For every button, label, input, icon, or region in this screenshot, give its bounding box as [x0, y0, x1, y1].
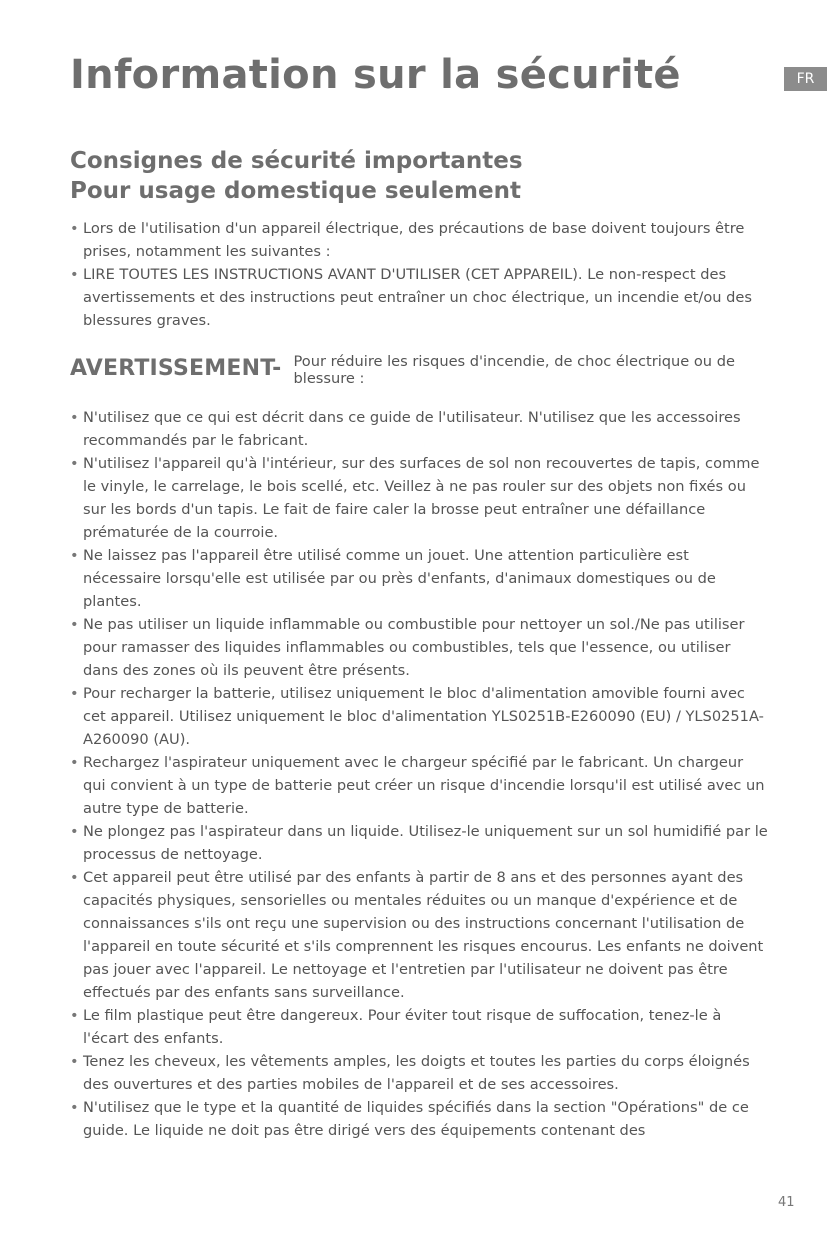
list-item: • Tenez les cheveux, les vêtements amples, les doigts et toutes les parties du corps éloignés des ouvertures et des parties mobiles de l'appareil et de ses accessoires.: [70, 1050, 770, 1096]
list-item: • Cet appareil peut être utilisé par des enfants à partir de 8 ans et des personnes ayant des capacités physiques, sensorielles ou mentales réduites ou un manque d'expérience et de connaissances s'ils ont reçu une supervision ou des instructions concernant l'utilisation de l'appareil en toute sécurité et s'ils comprennent les risques encourus. Les enfants ne doivent pas jouer avec l'appareil. Le nettoyage et l'entretien par l'utilisateur ne doivent pas être effectués par des enfants sans surveillance.: [70, 866, 770, 1004]
list-item: • Ne pas utiliser un liquide inflammable ou combustible pour nettoyer un sol./Ne pas utiliser pour ramasser des liquides inflammables ou combustibles, tels que l'essence, ou utiliser dans des zones où ils peuvent être présents.: [70, 613, 770, 682]
warning-banner: [70, 352, 770, 387]
section-heading: [70, 146, 523, 206]
page-title: Information sur la sécurité: [70, 52, 681, 98]
list-item: • N'utilisez l'appareil qu'à l'intérieur, sur des surfaces de sol non recouvertes de tapis, comme le vinyle, le carrelage, le bois scellé, etc. Veillez à ne pas rouler sur des objets non fixés ou sur les bords d'un tapis. Le fait de faire caler la brosse peut entraîner une défaillance prématurée de la courroie.: [70, 452, 770, 544]
list-item: • Lors de l'utilisation d'un appareil électrique, des précautions de base doivent toujours être prises, notamment les suivantes :: [70, 217, 770, 263]
list-item: • Rechargez l'aspirateur uniquement avec le chargeur spécifié par le fabricant. Un chargeur qui convient à un type de batterie peut créer un risque d'incendie lorsqu'il est utilisé avec un autre type de batterie.: [70, 751, 770, 820]
list-item: • N'utilisez que ce qui est décrit dans ce guide de l'utilisateur. N'utilisez que les accessoires recommandés par le fabricant.: [70, 406, 770, 452]
list-item: • Ne plongez pas l'aspirateur dans un liquide. Utilisez-le uniquement sur un sol humidifié par le processus de nettoyage.: [70, 820, 770, 866]
intro-list: [70, 217, 770, 332]
section-heading-line-1: Consignes de sécurité importantes: [70, 148, 523, 174]
list-item: • Ne laissez pas l'appareil être utilisé comme un jouet. Une attention particulière est nécessaire lorsqu'elle est utilisée par ou près d'enfants, d'animaux domestiques ou de plantes.: [70, 544, 770, 613]
warning-list: [70, 406, 770, 1142]
language-tab: FR: [784, 67, 827, 91]
list-item: • Pour recharger la batterie, utilisez uniquement le bloc d'alimentation amovible fourni avec cet appareil. Utilisez uniquement le bloc d'alimentation YLS0251B-E260090 (EU) / YLS0251A-A260090 (AU).: [70, 682, 770, 751]
section-heading-line-2: Pour usage domestique seulement: [70, 178, 521, 204]
list-item: • LIRE TOUTES LES INSTRUCTIONS AVANT D'UTILISER (CET APPAREIL). Le non-respect des avertissements et des instructions peut entraîner un choc électrique, un incendie et/ou des blessures graves.: [70, 263, 770, 332]
list-item: • Le film plastique peut être dangereux. Pour éviter tout risque de suffocation, tenez-le à l'écart des enfants.: [70, 1004, 770, 1050]
list-item: • N'utilisez que le type et la quantité de liquides spécifiés dans la section "Opérations" de ce guide. Le liquide ne doit pas être dirigé vers des équipements contenant des: [70, 1096, 770, 1142]
warning-label: AVERTISSEMENT-: [70, 356, 282, 381]
warning-text: Pour réduire les risques d'incendie, de choc électrique ou de blessure :: [293, 353, 735, 387]
page-number: 41: [778, 1195, 795, 1210]
